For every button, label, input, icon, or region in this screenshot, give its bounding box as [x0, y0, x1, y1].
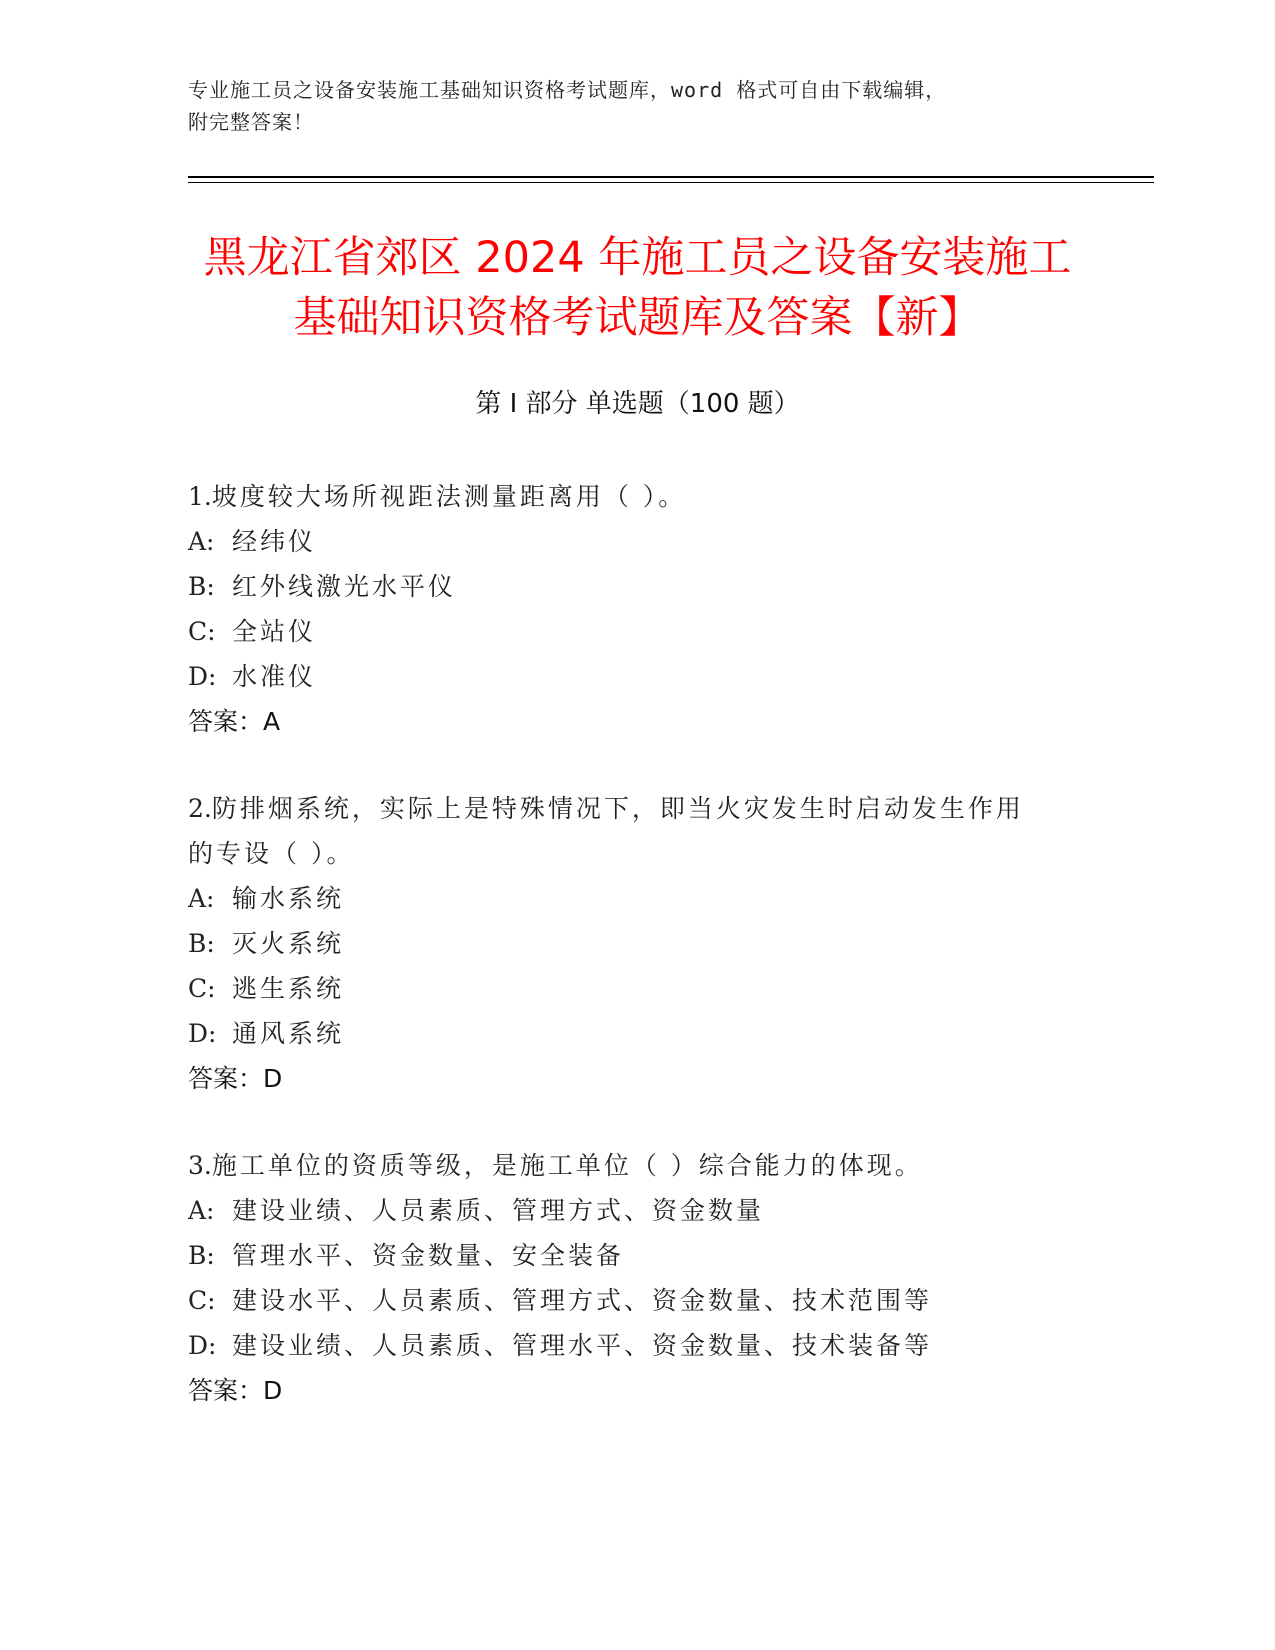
question-3 — [188, 1143, 1088, 1413]
option-c — [188, 1278, 1088, 1323]
option-text: 建设水平、人员素质、管理方式、资金数量、技术范围等 — [232, 1286, 933, 1315]
question-number: 1. — [188, 482, 212, 511]
header-note — [188, 74, 1068, 138]
option-key: C: — [188, 974, 216, 1003]
option-key: B: — [188, 1241, 215, 1270]
option-a — [188, 876, 1088, 921]
option-d — [188, 654, 1088, 699]
option-c — [188, 966, 1088, 1011]
option-b — [188, 1233, 1088, 1278]
question-stem — [188, 474, 1088, 519]
option-text: 经纬仪 — [232, 527, 317, 556]
answer-label: 答案： — [188, 1064, 264, 1093]
option-c — [188, 609, 1088, 654]
option-text: 逃生系统 — [232, 974, 345, 1003]
document-title-line-1: 黑龙江省郊区 2024 年施工员之设备安装施工 — [203, 233, 1072, 283]
question-stem — [188, 786, 1088, 831]
option-text: 灭火系统 — [232, 929, 345, 958]
option-key: B: — [188, 572, 215, 601]
question-stem-continued: 的专设（ ）。 — [188, 839, 355, 868]
answer-line — [188, 1056, 1088, 1101]
header-note-line-1: 专业施工员之设备安装施工基础知识资格考试题库，word 格式可自由下载编辑， — [188, 78, 947, 102]
header-rule-thick — [188, 176, 1154, 178]
option-text: 管理水平、资金数量、安全装备 — [232, 1241, 625, 1270]
question-list — [188, 474, 1088, 1413]
question-2 — [188, 786, 1088, 1101]
answer-line — [188, 1368, 1088, 1413]
question-1 — [188, 474, 1088, 744]
option-text: 输水系统 — [232, 884, 345, 913]
section-title: 第 I 部分 单选题（100 题） — [475, 389, 800, 419]
option-d — [188, 1011, 1088, 1056]
option-text: 建设业绩、人员素质、管理水平、资金数量、技术装备等 — [232, 1331, 933, 1360]
answer-value: A — [263, 707, 281, 736]
document-title-line-2: 基础知识资格考试题库及答案【新】 — [293, 293, 982, 343]
option-d — [188, 1323, 1088, 1368]
option-text: 水准仪 — [232, 662, 317, 691]
answer-label: 答案： — [188, 707, 264, 736]
question-number: 3. — [188, 1151, 212, 1180]
header-note-line-2: 附完整答案！ — [188, 110, 314, 134]
answer-label: 答案： — [188, 1376, 264, 1405]
option-text: 全站仪 — [232, 617, 317, 646]
option-a — [188, 519, 1088, 564]
option-b — [188, 921, 1088, 966]
answer-value: D — [263, 1376, 283, 1405]
option-key: A: — [188, 1196, 215, 1225]
option-key: A: — [188, 884, 215, 913]
option-text: 通风系统 — [232, 1019, 345, 1048]
option-text: 建设业绩、人员素质、管理方式、资金数量 — [232, 1196, 765, 1225]
answer-value: D — [263, 1064, 283, 1093]
option-key: C: — [188, 617, 216, 646]
answer-line — [188, 699, 1088, 744]
option-a — [188, 1188, 1088, 1233]
option-key: D: — [188, 1019, 217, 1048]
option-text: 红外线激光水平仪 — [232, 572, 457, 601]
option-key: D: — [188, 662, 217, 691]
option-b — [188, 564, 1088, 609]
question-number: 2. — [188, 794, 212, 823]
option-key: C: — [188, 1286, 216, 1315]
question-stem-text: 施工单位的资质等级，是施工单位（ ）综合能力的体现。 — [211, 1151, 923, 1180]
question-stem-text: 防排烟系统，实际上是特殊情况下，即当火灾发生时启动发生作用 — [211, 794, 1024, 823]
option-key: D: — [188, 1331, 217, 1360]
header-rule-thin — [188, 182, 1154, 183]
option-key: A: — [188, 527, 215, 556]
option-key: B: — [188, 929, 215, 958]
question-stem-text: 坡度较大场所视距法测量距离用（ ）。 — [211, 482, 687, 511]
question-stem — [188, 1143, 1088, 1188]
document-title — [150, 228, 1125, 348]
